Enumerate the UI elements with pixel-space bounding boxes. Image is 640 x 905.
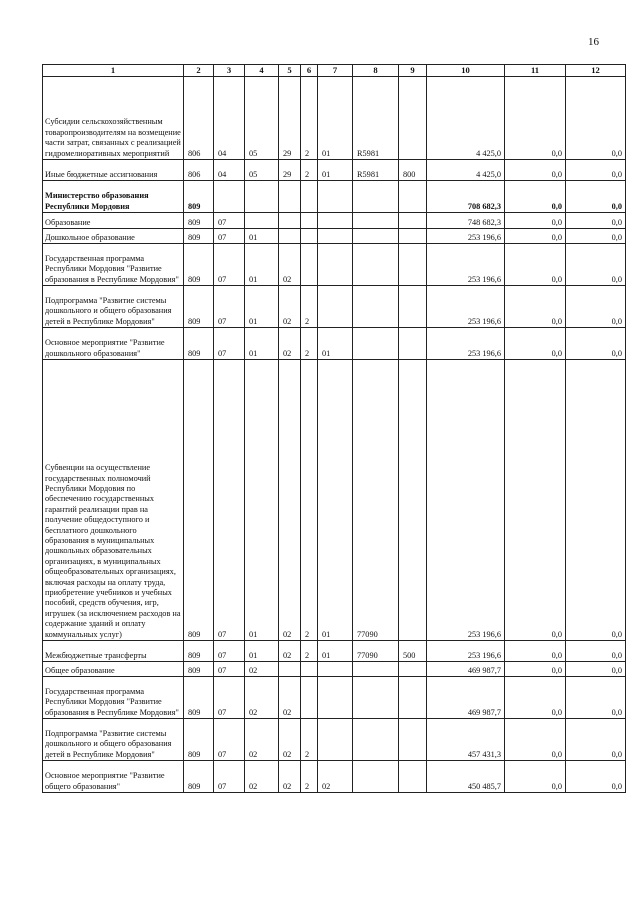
row-target-cell bbox=[353, 328, 399, 360]
row-amount-col12-cell: 0,0 bbox=[566, 360, 626, 641]
row-subsection-cell: 02 bbox=[245, 662, 279, 677]
table-row bbox=[43, 662, 626, 677]
budget-table bbox=[42, 64, 626, 793]
row-amount-cell: 253 196,6 bbox=[427, 328, 505, 360]
header-cell: 7 bbox=[318, 65, 353, 77]
row-subsection-cell bbox=[245, 181, 279, 213]
row-subsection-cell: 05 bbox=[245, 160, 279, 181]
row-expense-type-cell bbox=[399, 662, 427, 677]
row-amount-col11-cell: 0,0 bbox=[505, 213, 566, 229]
row-subsection-cell: 05 bbox=[245, 77, 279, 160]
row-expense-type-cell bbox=[399, 360, 427, 641]
row-expense-type-cell: 500 bbox=[399, 641, 427, 662]
header-cell: 2 bbox=[184, 65, 214, 77]
row-name-cell: Подпрограмма "Развитие системы дошкольного и общего образования детей в Республике Мордовия" bbox=[43, 286, 184, 328]
row-ministry-code-cell: 809 bbox=[184, 360, 214, 641]
row-section-cell: 07 bbox=[214, 244, 245, 286]
row-event-cell bbox=[318, 662, 353, 677]
row-event-cell bbox=[318, 719, 353, 761]
row-program-cell: 29 bbox=[279, 160, 301, 181]
row-subsection-cell: 02 bbox=[245, 677, 279, 719]
row-expense-type-cell bbox=[399, 286, 427, 328]
table-row bbox=[43, 229, 626, 244]
row-amount-col12-cell: 0,0 bbox=[566, 181, 626, 213]
row-section-cell: 07 bbox=[214, 328, 245, 360]
row-section-cell: 07 bbox=[214, 641, 245, 662]
row-event-cell bbox=[318, 677, 353, 719]
row-amount-col11-cell: 0,0 bbox=[505, 181, 566, 213]
row-event-cell: 01 bbox=[318, 641, 353, 662]
row-section-cell: 07 bbox=[214, 229, 245, 244]
row-target-cell bbox=[353, 761, 399, 793]
row-expense-type-cell bbox=[399, 677, 427, 719]
row-target-cell bbox=[353, 286, 399, 328]
table-row bbox=[43, 719, 626, 761]
row-program-cell bbox=[279, 229, 301, 244]
row-ministry-code-cell: 809 bbox=[184, 719, 214, 761]
table-body bbox=[43, 77, 626, 793]
row-amount-col11-cell: 0,0 bbox=[505, 229, 566, 244]
header-cell: 12 bbox=[566, 65, 626, 77]
row-event-cell: 01 bbox=[318, 328, 353, 360]
row-name-cell: Субсидии сельскохозяйственным товаропроизводителям на возмещение части затрат, связанных с реализацией гидромелиоративных мероприятий bbox=[43, 77, 184, 160]
row-subprogram-cell: 2 bbox=[301, 761, 318, 793]
row-subprogram-cell: 2 bbox=[301, 160, 318, 181]
row-program-cell: 02 bbox=[279, 719, 301, 761]
header-cell: 9 bbox=[399, 65, 427, 77]
row-expense-type-cell bbox=[399, 213, 427, 229]
table-row bbox=[43, 181, 626, 213]
row-amount-col11-cell: 0,0 bbox=[505, 328, 566, 360]
row-event-cell: 01 bbox=[318, 77, 353, 160]
row-name-cell: Межбюджетные трансферты bbox=[43, 641, 184, 662]
row-name-cell: Государственная программа Республики Мордовия "Развитие образования в Республике Мордовия" bbox=[43, 244, 184, 286]
row-amount-col11-cell: 0,0 bbox=[505, 641, 566, 662]
row-ministry-code-cell: 809 bbox=[184, 761, 214, 793]
row-subprogram-cell: 2 bbox=[301, 719, 318, 761]
row-expense-type-cell bbox=[399, 328, 427, 360]
row-amount-col11-cell: 0,0 bbox=[505, 677, 566, 719]
row-amount-col12-cell: 0,0 bbox=[566, 160, 626, 181]
row-amount-col12-cell: 0,0 bbox=[566, 328, 626, 360]
row-ministry-code-cell: 806 bbox=[184, 77, 214, 160]
row-section-cell: 04 bbox=[214, 77, 245, 160]
table-row bbox=[43, 160, 626, 181]
row-amount-cell: 253 196,6 bbox=[427, 286, 505, 328]
header-cell: 3 bbox=[214, 65, 245, 77]
row-name-cell: Субвенции на осуществление государственных полномочий Республики Мордовия по обеспечению государственных гарантий реализации прав на получение общедоступного и бесплатного дошкольного образования в муниципальных дошкольных образовательных организациях, в муниципальных общеобразовательных организациях, включая расходы на оплату труда, приобретение учебников и учебных пособий, средств обучения, игр, игрушек (за исключением расходов на содержание зданий и оплату коммунальных услуг) bbox=[43, 360, 184, 641]
row-target-cell bbox=[353, 181, 399, 213]
row-ministry-code-cell: 809 bbox=[184, 286, 214, 328]
row-amount-col11-cell: 0,0 bbox=[505, 360, 566, 641]
row-target-cell bbox=[353, 229, 399, 244]
row-subsection-cell: 02 bbox=[245, 719, 279, 761]
row-ministry-code-cell: 809 bbox=[184, 328, 214, 360]
row-subprogram-cell bbox=[301, 677, 318, 719]
row-subsection-cell: 01 bbox=[245, 229, 279, 244]
row-amount-cell: 4 425,0 bbox=[427, 160, 505, 181]
row-section-cell: 07 bbox=[214, 286, 245, 328]
row-name-cell: Государственная программа Республики Мордовия "Развитие образования в Республике Мордовия" bbox=[43, 677, 184, 719]
row-ministry-code-cell: 809 bbox=[184, 229, 214, 244]
row-program-cell: 02 bbox=[279, 360, 301, 641]
row-event-cell bbox=[318, 229, 353, 244]
row-amount-cell: 469 987,7 bbox=[427, 662, 505, 677]
row-ministry-code-cell: 809 bbox=[184, 677, 214, 719]
row-expense-type-cell: 800 bbox=[399, 160, 427, 181]
row-name-cell: Основное мероприятие "Развитие дошкольного образования" bbox=[43, 328, 184, 360]
row-amount-col12-cell: 0,0 bbox=[566, 641, 626, 662]
row-event-cell bbox=[318, 213, 353, 229]
row-event-cell bbox=[318, 181, 353, 213]
row-program-cell: 02 bbox=[279, 761, 301, 793]
row-program-cell: 02 bbox=[279, 677, 301, 719]
row-subprogram-cell bbox=[301, 662, 318, 677]
row-subprogram-cell: 2 bbox=[301, 77, 318, 160]
row-ministry-code-cell: 809 bbox=[184, 641, 214, 662]
header-cell: 4 bbox=[245, 65, 279, 77]
row-ministry-code-cell: 809 bbox=[184, 662, 214, 677]
header-cell: 6 bbox=[301, 65, 318, 77]
row-amount-cell: 450 485,7 bbox=[427, 761, 505, 793]
row-name-cell: Общее образование bbox=[43, 662, 184, 677]
row-ministry-code-cell: 809 bbox=[184, 213, 214, 229]
row-event-cell bbox=[318, 244, 353, 286]
row-event-cell bbox=[318, 286, 353, 328]
row-amount-col11-cell: 0,0 bbox=[505, 662, 566, 677]
row-expense-type-cell bbox=[399, 77, 427, 160]
row-program-cell: 29 bbox=[279, 77, 301, 160]
row-expense-type-cell bbox=[399, 244, 427, 286]
row-event-cell: 02 bbox=[318, 761, 353, 793]
row-amount-cell: 457 431,3 bbox=[427, 719, 505, 761]
row-amount-col12-cell: 0,0 bbox=[566, 213, 626, 229]
row-name-cell: Иные бюджетные ассигнования bbox=[43, 160, 184, 181]
row-section-cell: 07 bbox=[214, 360, 245, 641]
row-ministry-code-cell: 809 bbox=[184, 244, 214, 286]
row-expense-type-cell bbox=[399, 761, 427, 793]
row-program-cell bbox=[279, 662, 301, 677]
row-section-cell: 04 bbox=[214, 160, 245, 181]
row-target-cell bbox=[353, 719, 399, 761]
table-row bbox=[43, 244, 626, 286]
row-subprogram-cell: 2 bbox=[301, 286, 318, 328]
row-program-cell: 02 bbox=[279, 244, 301, 286]
row-program-cell: 02 bbox=[279, 641, 301, 662]
row-name-cell: Дошкольное образование bbox=[43, 229, 184, 244]
row-program-cell bbox=[279, 181, 301, 213]
row-subprogram-cell bbox=[301, 181, 318, 213]
table-row bbox=[43, 677, 626, 719]
table-row bbox=[43, 328, 626, 360]
page-number: 16 bbox=[588, 36, 599, 48]
header-cell: 10 bbox=[427, 65, 505, 77]
row-target-cell bbox=[353, 662, 399, 677]
row-section-cell: 07 bbox=[214, 677, 245, 719]
row-expense-type-cell bbox=[399, 229, 427, 244]
row-amount-cell: 4 425,0 bbox=[427, 77, 505, 160]
row-amount-col12-cell: 0,0 bbox=[566, 719, 626, 761]
table-row bbox=[43, 360, 626, 641]
row-program-cell bbox=[279, 213, 301, 229]
row-amount-col12-cell: 0,0 bbox=[566, 286, 626, 328]
row-amount-col11-cell: 0,0 bbox=[505, 719, 566, 761]
row-section-cell: 07 bbox=[214, 213, 245, 229]
row-section-cell bbox=[214, 181, 245, 213]
row-ministry-code-cell: 806 bbox=[184, 160, 214, 181]
header-cell: 8 bbox=[353, 65, 399, 77]
row-section-cell: 07 bbox=[214, 761, 245, 793]
row-amount-col11-cell: 0,0 bbox=[505, 77, 566, 160]
row-subprogram-cell: 2 bbox=[301, 360, 318, 641]
row-amount-cell: 469 987,7 bbox=[427, 677, 505, 719]
row-amount-col12-cell: 0,0 bbox=[566, 244, 626, 286]
table-row bbox=[43, 213, 626, 229]
row-amount-col11-cell: 0,0 bbox=[505, 286, 566, 328]
row-target-cell bbox=[353, 213, 399, 229]
row-amount-col12-cell: 0,0 bbox=[566, 761, 626, 793]
row-section-cell: 07 bbox=[214, 719, 245, 761]
row-amount-cell: 708 682,3 bbox=[427, 181, 505, 213]
row-program-cell: 02 bbox=[279, 286, 301, 328]
row-subsection-cell: 01 bbox=[245, 244, 279, 286]
header-cell: 1 bbox=[43, 65, 184, 77]
row-name-cell: Министерство образования Республики Мордовия bbox=[43, 181, 184, 213]
header-cell: 5 bbox=[279, 65, 301, 77]
table-row bbox=[43, 641, 626, 662]
row-amount-col11-cell: 0,0 bbox=[505, 761, 566, 793]
table-row bbox=[43, 286, 626, 328]
row-subsection-cell: 01 bbox=[245, 328, 279, 360]
row-name-cell: Подпрограмма "Развитие системы дошкольного и общего образования детей в Республике Мордовия" bbox=[43, 719, 184, 761]
header-cell: 11 bbox=[505, 65, 566, 77]
row-subsection-cell: 01 bbox=[245, 286, 279, 328]
row-target-cell: 77090 bbox=[353, 641, 399, 662]
row-amount-col12-cell: 0,0 bbox=[566, 229, 626, 244]
row-amount-col12-cell: 0,0 bbox=[566, 662, 626, 677]
row-subprogram-cell: 2 bbox=[301, 641, 318, 662]
row-target-cell bbox=[353, 677, 399, 719]
row-program-cell: 02 bbox=[279, 328, 301, 360]
row-target-cell: R5981 bbox=[353, 160, 399, 181]
row-subprogram-cell bbox=[301, 244, 318, 286]
row-amount-col12-cell: 0,0 bbox=[566, 77, 626, 160]
row-target-cell: R5981 bbox=[353, 77, 399, 160]
table-header-row bbox=[43, 65, 626, 77]
row-target-cell: 77090 bbox=[353, 360, 399, 641]
row-amount-cell: 253 196,6 bbox=[427, 244, 505, 286]
row-amount-col12-cell: 0,0 bbox=[566, 677, 626, 719]
row-subprogram-cell bbox=[301, 229, 318, 244]
row-subsection-cell bbox=[245, 213, 279, 229]
row-expense-type-cell bbox=[399, 181, 427, 213]
row-subsection-cell: 02 bbox=[245, 761, 279, 793]
row-amount-cell: 253 196,6 bbox=[427, 360, 505, 641]
row-ministry-code-cell: 809 bbox=[184, 181, 214, 213]
row-amount-cell: 253 196,6 bbox=[427, 229, 505, 244]
row-subsection-cell: 01 bbox=[245, 641, 279, 662]
row-subsection-cell: 01 bbox=[245, 360, 279, 641]
row-subprogram-cell bbox=[301, 213, 318, 229]
row-name-cell: Основное мероприятие "Развитие общего образования" bbox=[43, 761, 184, 793]
row-section-cell: 07 bbox=[214, 662, 245, 677]
row-amount-col11-cell: 0,0 bbox=[505, 244, 566, 286]
table-row bbox=[43, 761, 626, 793]
row-name-cell: Образование bbox=[43, 213, 184, 229]
row-expense-type-cell bbox=[399, 719, 427, 761]
row-amount-cell: 748 682,3 bbox=[427, 213, 505, 229]
row-subprogram-cell: 2 bbox=[301, 328, 318, 360]
row-amount-cell: 253 196,6 bbox=[427, 641, 505, 662]
row-target-cell bbox=[353, 244, 399, 286]
row-event-cell: 01 bbox=[318, 160, 353, 181]
row-amount-col11-cell: 0,0 bbox=[505, 160, 566, 181]
row-event-cell: 01 bbox=[318, 360, 353, 641]
table-row bbox=[43, 77, 626, 160]
